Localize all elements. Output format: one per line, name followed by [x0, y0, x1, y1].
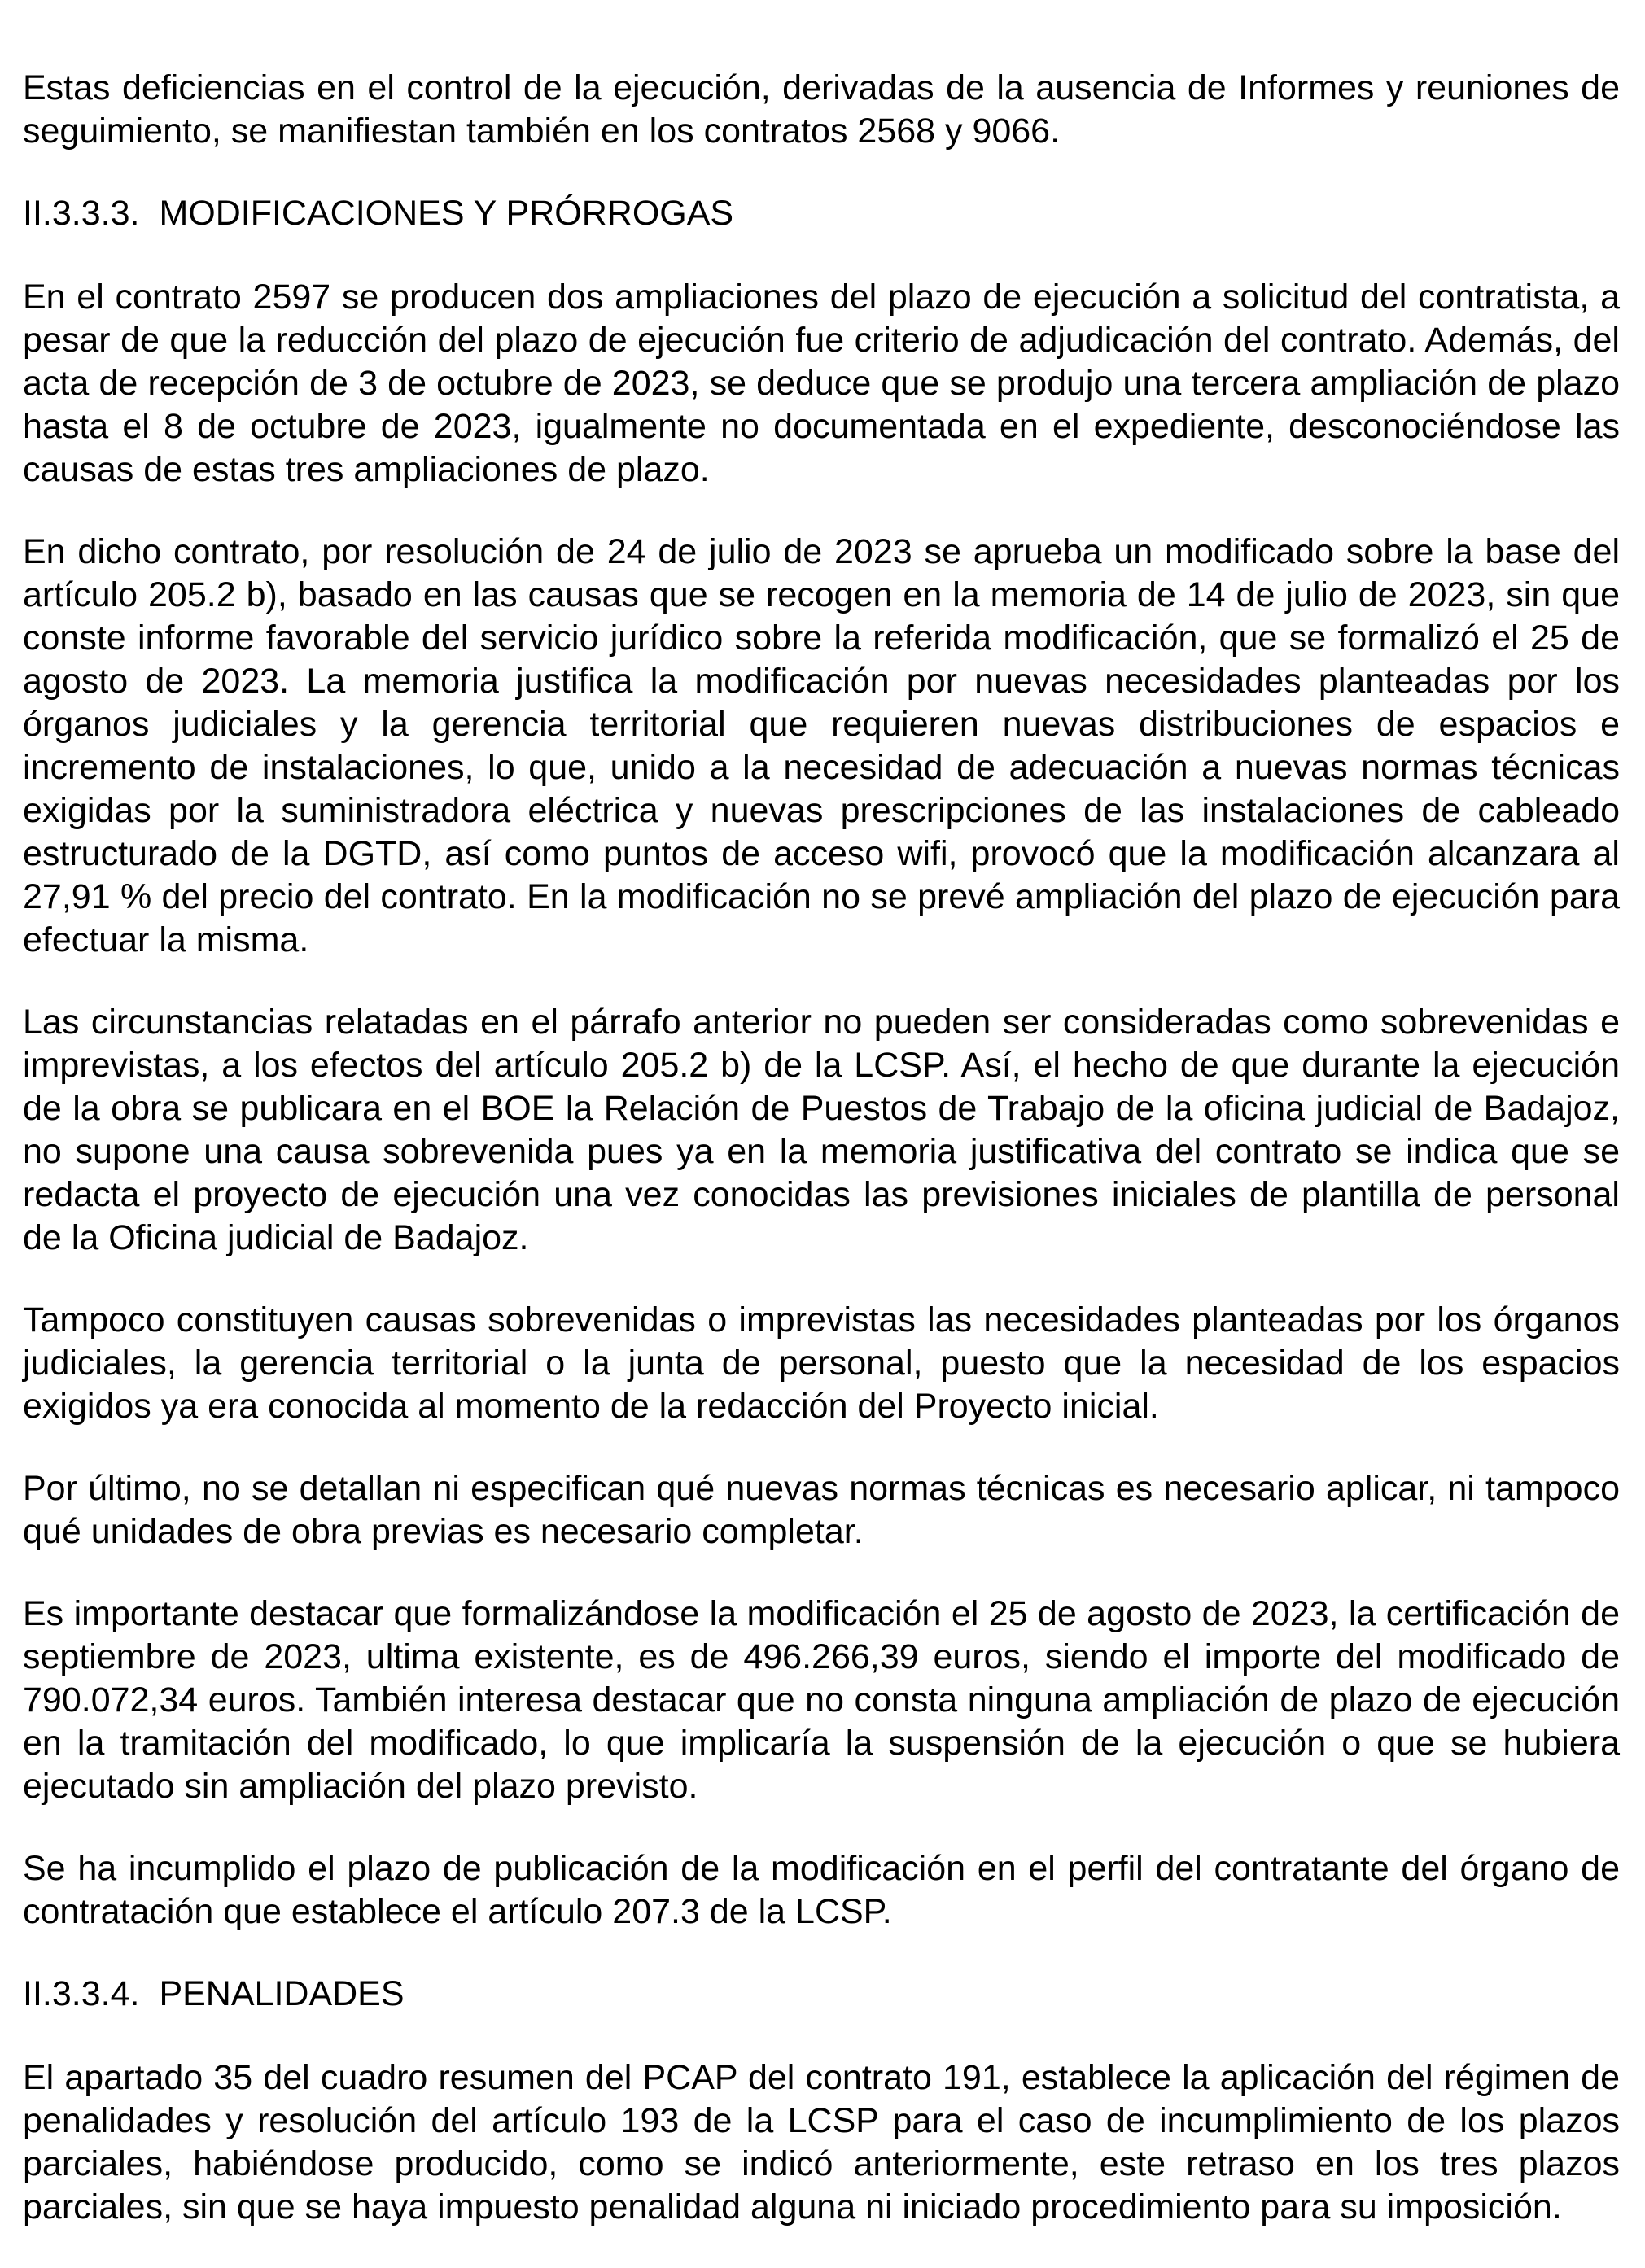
section-heading-modificaciones: [23, 192, 1620, 235]
section-title: MODIFICACIONES Y PRÓRROGAS: [159, 194, 734, 233]
paragraph: Las circunstancias relatadas en el párrafo anterior no pueden ser consideradas como sobrevenidas e imprevistas, a los efectos del artículo 205.2 b) de la LCSP. Así, el hecho de que durante la ejecución de la obra se publicara en el BOE la Relación de Puestos de Trabajo de la oficina judicial de Badajoz, no supone una causa sobrevenida pues ya en la memoria justificativa del contrato se indica que se redacta el proyecto de ejecución una vez conocidas las previsiones iniciales de plantilla de personal de la Oficina judicial de Badajoz.: [23, 1003, 1620, 1257]
section-heading-penalidades: [23, 1973, 1620, 2016]
section-title: PENALIDADES: [159, 1974, 405, 2013]
paragraph: Estas deficiencias en el control de la ejecución, derivadas de la ausencia de Informes y reuniones de seguimiento, se manifiestan también en los contratos 2568 y 9066.: [23, 68, 1620, 151]
section-number: II.3.3.3.: [23, 194, 140, 233]
paragraph: Tampoco constituyen causas sobrevenidas o imprevistas las necesidades planteadas por los órganos judiciales, la gerencia territorial o la junta de personal, puesto que la necesidad de los espacios exigidos ya era conocida al momento de la redacción del Proyecto inicial.: [23, 1300, 1620, 1426]
paragraph: En el contrato 2597 se producen dos ampliaciones del plazo de ejecución a solicitud del contratista, a pesar de que la reducción del plazo de ejecución fue criterio de adjudicación del contrato. Además, del acta de recepción de 3 de octubre de 2023, se deduce que se produjo una tercera ampliación de plazo hasta el 8 de octubre de 2023, igualmente no documentada en el expediente, desconociéndose las causas de estas tres ampliaciones de plazo.: [23, 277, 1620, 489]
paragraph: El apartado 35 del cuadro resumen del PCAP del contrato 191, establece la aplicación del régimen de penalidades y resolución del artículo 193 de la LCSP para el caso de incumplimiento de los plazos parciales, habiéndose producido, como se indicó anteriormente, este retraso en los tres plazos parciales, sin que se haya impuesto penalidad alguna ni iniciado procedimiento para su imposición.: [23, 2058, 1620, 2226]
paragraph: En dicho contrato, por resolución de 24 de julio de 2023 se aprueba un modificado sobre la base del artículo 205.2 b), basado en las causas que se recogen en la memoria de 14 de julio de 2023, sin que conste informe favorable del servicio jurídico sobre la referida modificación, que se formalizó el 25 de agosto de 2023. La memoria justifica la modificación por nuevas necesidades planteadas por los órganos judiciales y la gerencia territorial que requieren nuevas distribuciones de espacios e incremento de instalaciones, lo que, unido a la necesidad de adecuación a nuevas normas técnicas exigidas por la suministradora eléctrica y nuevas prescripciones de las instalaciones de cableado estructurado de la DGTD, así como puntos de acceso wifi, provocó que la modificación alcanzara al 27,91 % del precio del contrato. En la modificación no se prevé ampliación del plazo de ejecución para efectuar la misma.: [23, 532, 1620, 959]
paragraph: Se ha incumplido el plazo de publicación de la modificación en el perfil del contratante del órgano de contratación que establece el artículo 207.3 de la LCSP.: [23, 1849, 1620, 1931]
document-page: [23, 67, 1620, 2268]
paragraph: Por último, no se detallan ni especifican qué nuevas normas técnicas es necesario aplicar, ni tampoco qué unidades de obra previas es necesario completar.: [23, 1469, 1620, 1551]
paragraph: Es importante destacar que formalizándose la modificación el 25 de agosto de 2023, la certificación de septiembre de 2023, ultima existente, es de 496.266,39 euros, siendo el importe del modificado de 790.072,34 euros. También interesa destacar que no consta ninguna ampliación de plazo de ejecución en la tramitación del modificado, lo que implicaría la suspensión de la ejecución o que se hubiera ejecutado sin ampliación del plazo previsto.: [23, 1594, 1620, 1806]
section-number: II.3.3.4.: [23, 1974, 140, 2013]
